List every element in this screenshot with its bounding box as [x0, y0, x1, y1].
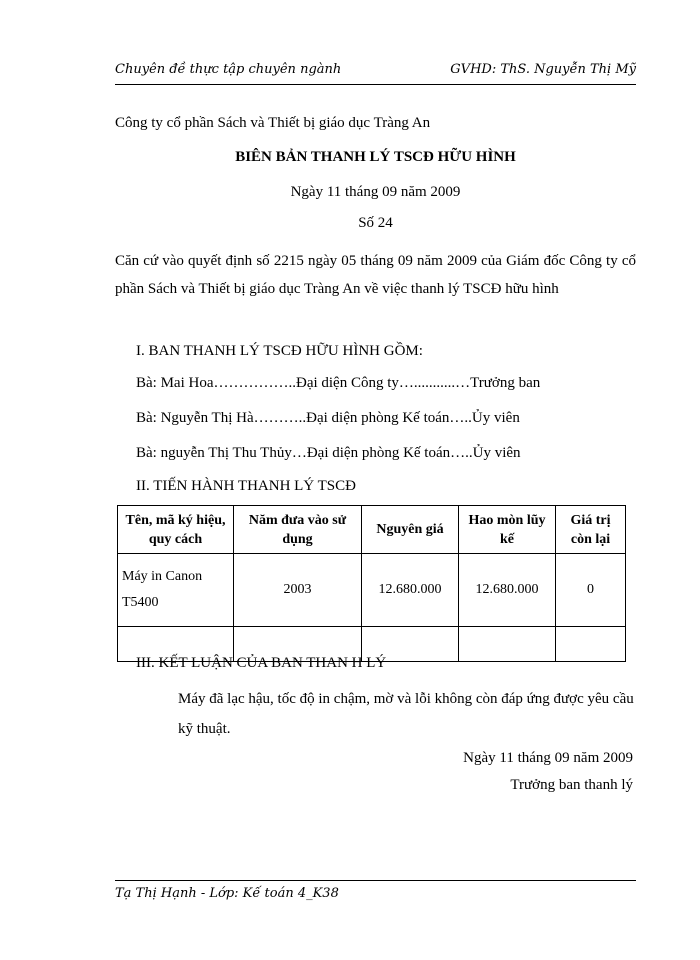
section3-heading: III. KẾT LUẬN CỦA BAN THAN H LÝ [136, 655, 387, 671]
document-number: Số 24 [358, 215, 393, 231]
member-line: Bà: Nguyễn Thị Hà………..Đại diện phòng Kế toán…..Ủy viên [136, 410, 520, 426]
signature-role: Trưởng ban thanh lý [510, 777, 633, 793]
col-header-depreciation: Hao mòn lũy kế [459, 506, 556, 554]
footer-rule [115, 880, 636, 881]
document-date: Ngày 11 tháng 09 năm 2009 [290, 184, 461, 200]
table-row [118, 554, 626, 627]
cell-remaining: 0 [556, 554, 626, 627]
page-header-right: GVHD: ThS. Nguyễn Thị Mỹ [450, 62, 636, 77]
col-header-remaining: Giá trị còn lại [556, 506, 626, 554]
basis-paragraph: Căn cứ vào quyết định số 2215 ngày 05 tháng 09 năm 2009 của Giám đốc Công ty cổ phần Sách và Thiết bị giáo dục Tràng An về việc thanh lý TSCĐ hữu hình [115, 253, 636, 297]
cell-depreciation: 12.680.000 [459, 554, 556, 627]
document-title: BIÊN BẢN THANH LÝ TSCĐ HỮU HÌNH [235, 149, 516, 165]
col-header-name: Tên, mã ký hiệu, quy cách [118, 506, 234, 554]
member-line: Bà: Mai Hoa……………..Đại diện Công ty…...........…Trưởng ban [136, 375, 541, 391]
header-rule [115, 84, 636, 85]
cell-asset-name: Máy in Canon T5400 [118, 554, 234, 627]
company-name: Công ty cổ phần Sách và Thiết bị giáo dục Tràng An [115, 115, 431, 131]
section1-heading: I. BAN THANH LÝ TSCĐ HỮU HÌNH GỒM: [136, 343, 423, 359]
page-footer: Tạ Thị Hạnh - Lớp: Kế toán 4_K38 [115, 886, 339, 901]
conclusion-text: Máy đã lạc hậu, tốc độ in chậm, mờ và lỗi không còn đáp ứng được yêu cầu kỹ thuật. [178, 691, 634, 737]
col-header-cost: Nguyên giá [362, 506, 459, 554]
table-header-row [118, 506, 626, 554]
cell-cost: 12.680.000 [362, 554, 459, 627]
signature-date: Ngày 11 tháng 09 năm 2009 [463, 750, 633, 766]
cell-year: 2003 [234, 554, 362, 627]
member-line: Bà: nguyễn Thị Thu Thủy…Đại diện phòng Kế toán…..Ủy viên [136, 445, 521, 461]
liquidation-table [117, 505, 626, 662]
page-header-left: Chuyên đề thực tập chuyên ngành [115, 62, 342, 77]
section2-heading: II. TIẾN HÀNH THANH LÝ TSCĐ [136, 478, 356, 494]
col-header-year: Năm đưa vào sử dụng [234, 506, 362, 554]
